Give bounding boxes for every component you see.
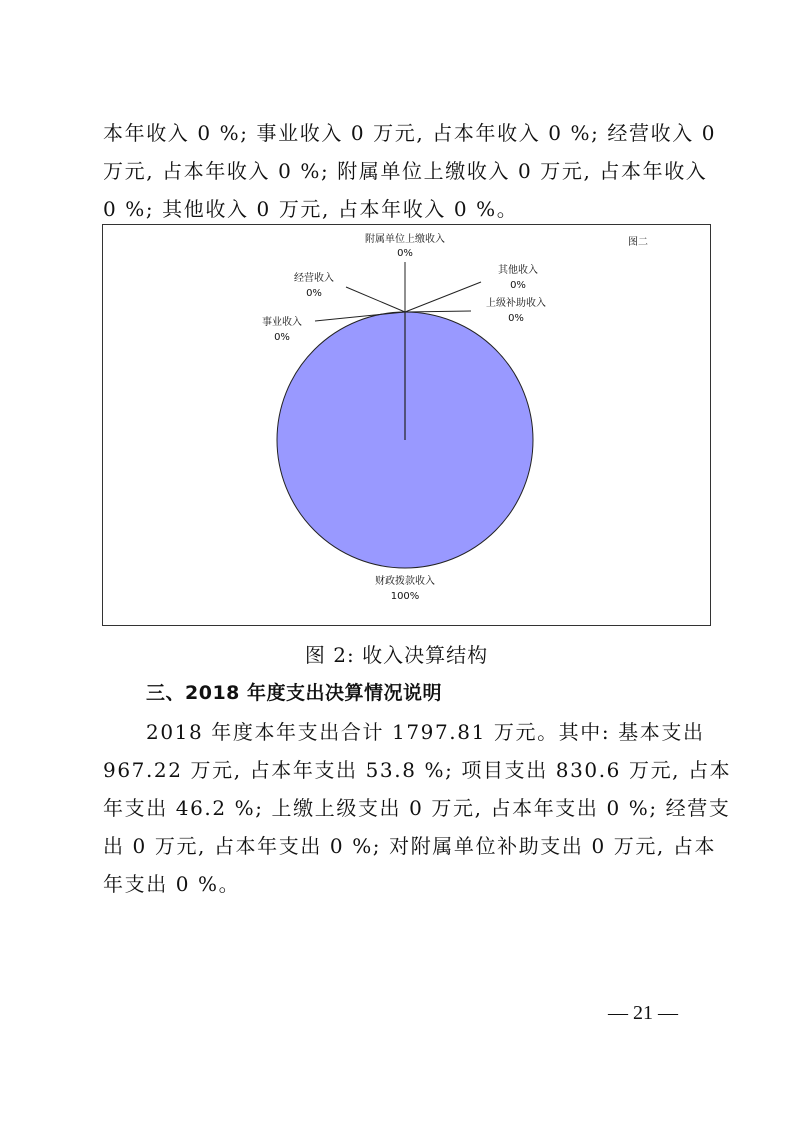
body-text-line: 年支出 0 %。: [103, 872, 241, 896]
body-text-line: 本年收入 0 %; 事业收入 0 万元, 占本年收入 0 %; 经营收入 0: [103, 121, 717, 145]
body-text-line: 万元, 占本年收入 0 %; 附属单位上缴收入 0 万元, 占本年收入: [103, 159, 708, 183]
body-text-line: 年支出 46.2 %; 上缴上级支出 0 万元, 占本年支出 0 %; 经营支: [103, 796, 731, 820]
slice-label-operating: 经营收入: [294, 273, 334, 284]
slice-label-fiscal: 财政拨款收入: [375, 576, 435, 587]
chart-title: 图二: [628, 237, 648, 248]
body-text-line: 0 %; 其他收入 0 万元, 占本年收入 0 %。: [103, 197, 519, 221]
slice-pct-subsidy: 0%: [508, 313, 524, 324]
body-text-line: 出 0 万元, 占本年支出 0 %; 对附属单位补助支出 0 万元, 占本: [103, 834, 717, 858]
figure-caption: 图 2: 收入决算结构: [304, 643, 489, 667]
page-number: — 21 —: [608, 1002, 678, 1024]
leader-line-operating: [346, 287, 405, 312]
slice-label-business: 事业收入: [262, 317, 302, 328]
slice-label-other: 其他收入: [498, 265, 538, 276]
slice-pct-fiscal: 100%: [390, 591, 420, 602]
income-structure-chart: [102, 224, 711, 626]
body-text-line: 967.22 万元, 占本年支出 53.8 %; 项目支出 830.6 万元, 占本: [103, 758, 732, 782]
slice-pct-operating: 0%: [306, 288, 322, 299]
slice-pct-business: 0%: [274, 332, 290, 343]
leader-line-subsidy: [405, 311, 471, 312]
slice-pct-other: 0%: [510, 280, 526, 291]
slice-label-subsidy: 上级补助收入: [486, 298, 546, 309]
leader-line-other: [405, 282, 481, 312]
pie-chart-svg: [103, 225, 710, 625]
section-heading: 三、2018 年度支出决算情况说明: [146, 682, 442, 704]
body-text-line: 2018 年度本年支出合计 1797.81 万元。其中: 基本支出: [146, 720, 705, 744]
slice-pct-affiliated: 0%: [397, 248, 413, 259]
slice-label-affiliated: 附属单位上缴收入: [365, 234, 445, 245]
